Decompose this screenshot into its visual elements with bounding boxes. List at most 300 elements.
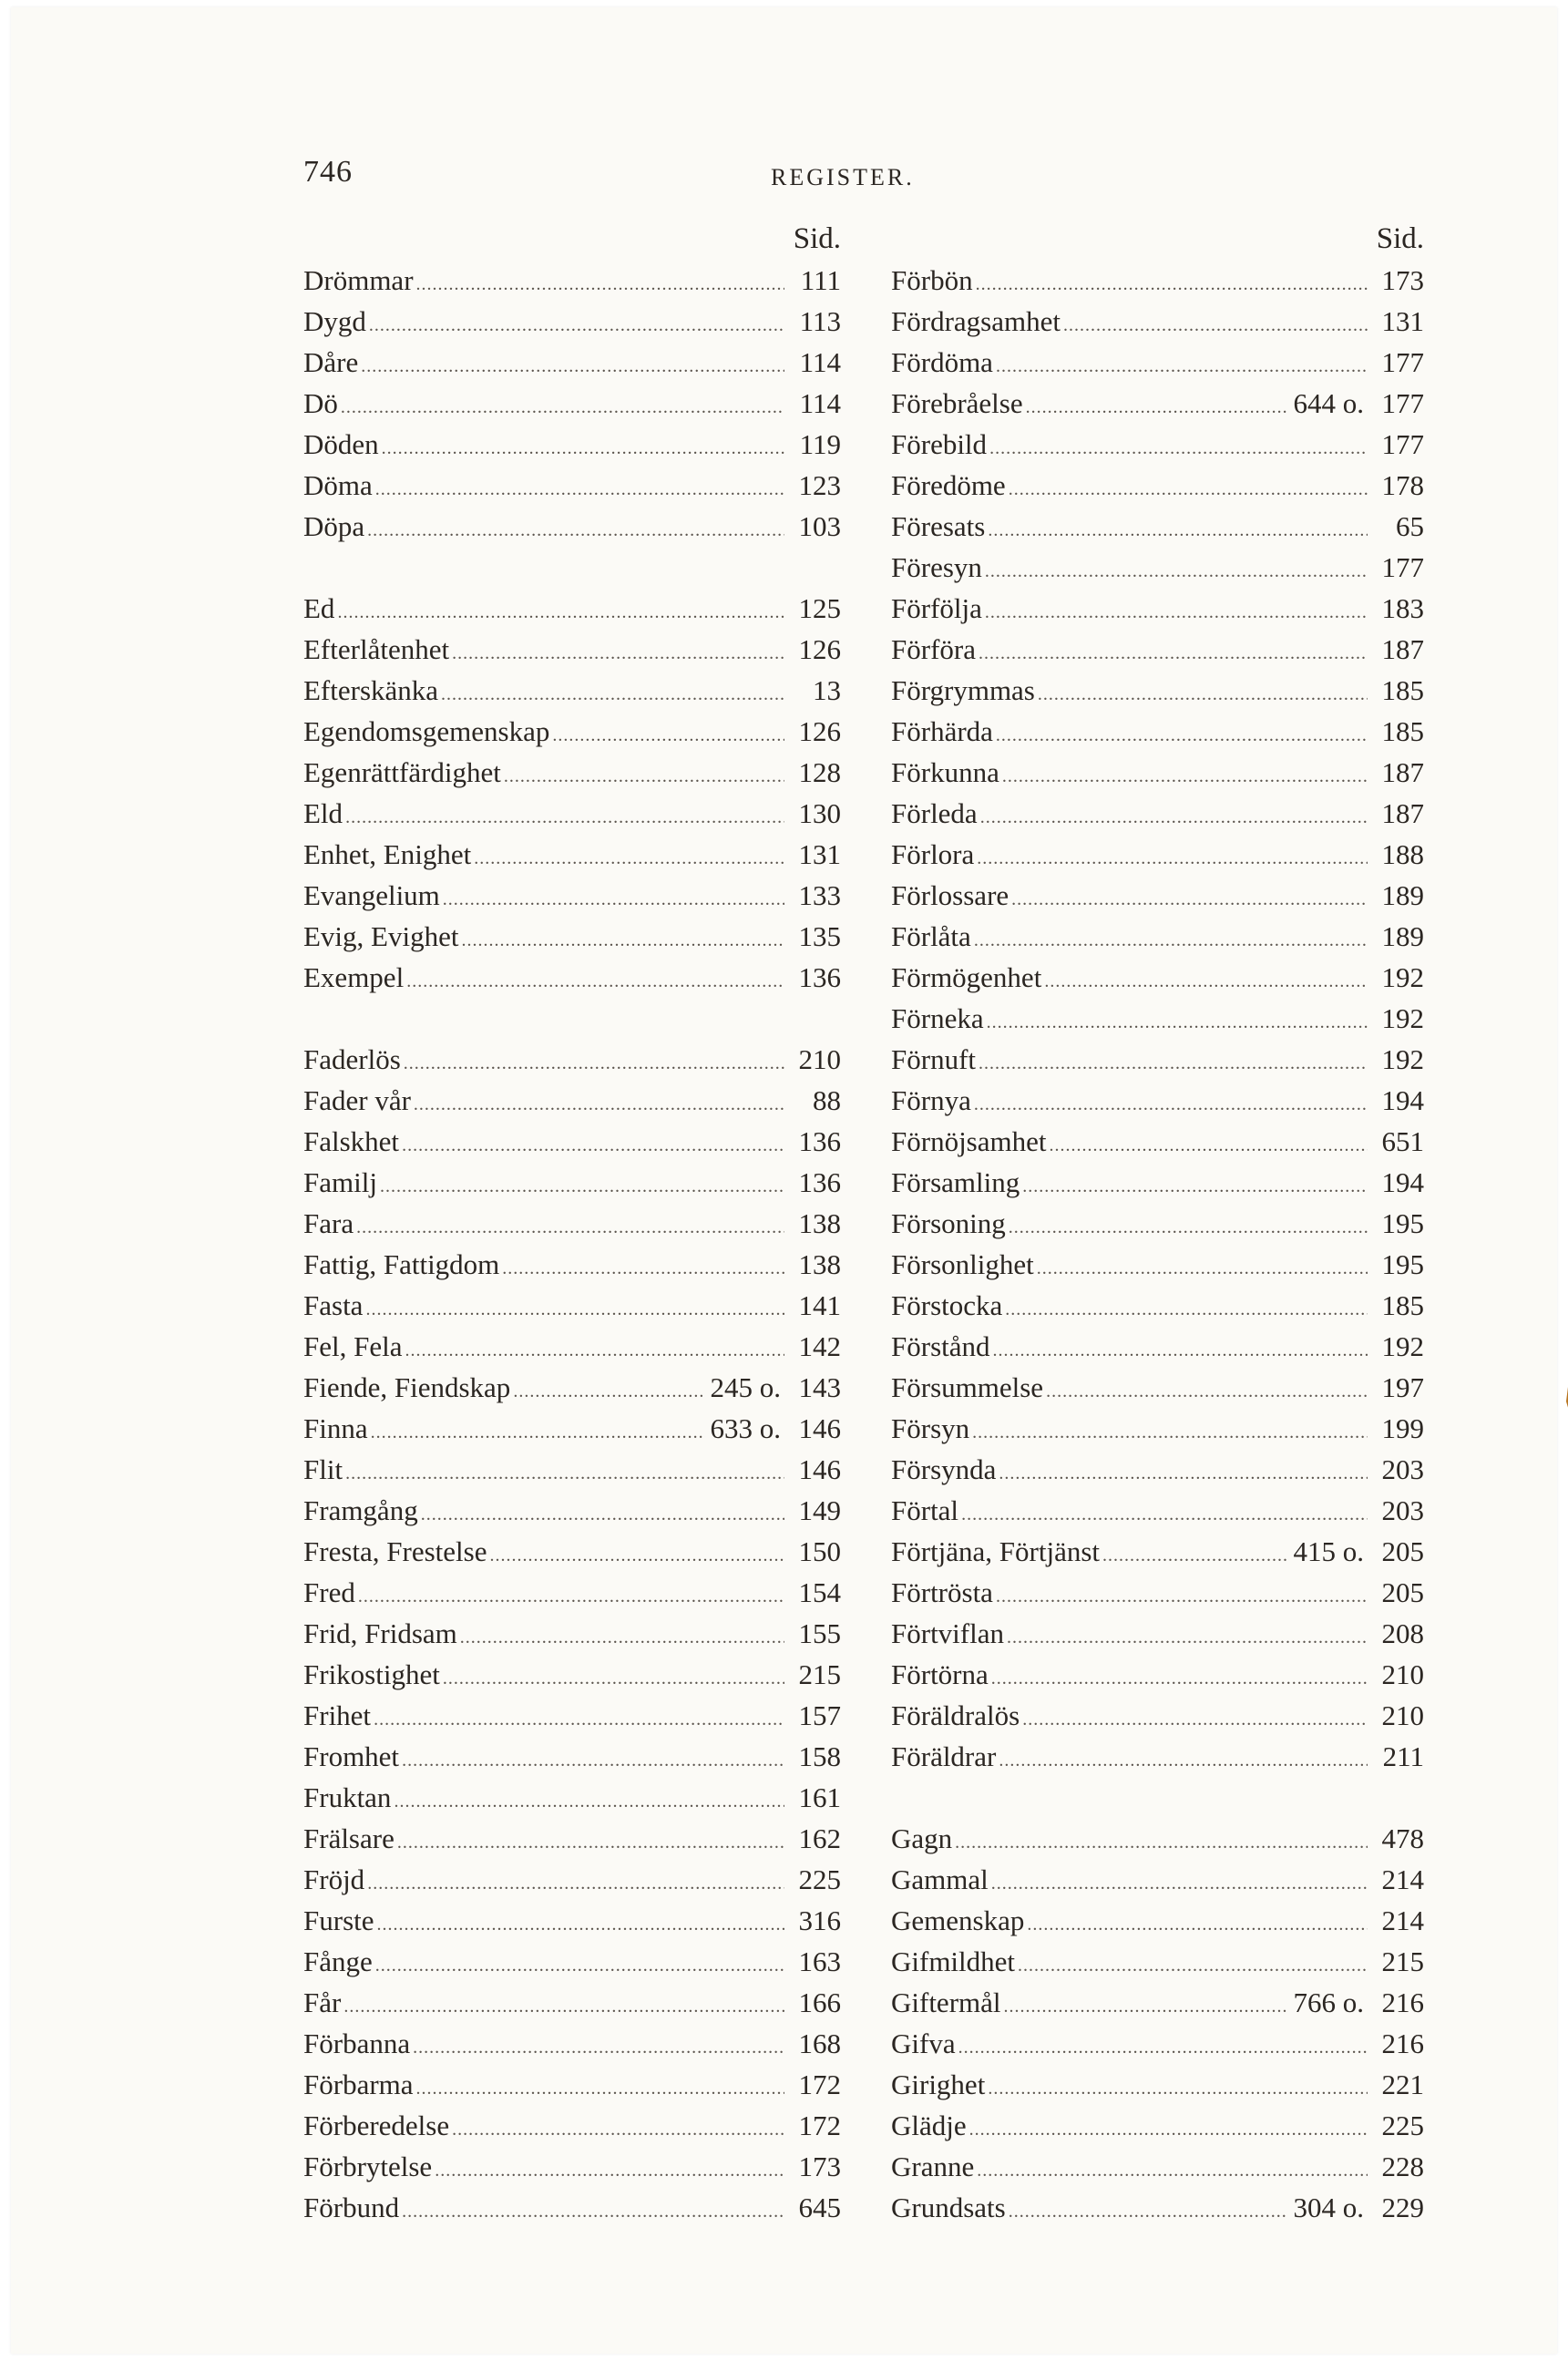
index-entry — [303, 588, 841, 629]
index-term: Fruktan — [303, 1781, 392, 1813]
index-term: Fånge — [303, 1945, 373, 1977]
dot-leader — [414, 1084, 784, 1125]
index-term: Döden — [303, 428, 379, 460]
index-term: Fröjd — [303, 1863, 365, 1895]
index-term: Förbrytelse — [303, 2151, 433, 2182]
page-reference: 192 — [1381, 1330, 1424, 1362]
page-reference: 155 — [798, 1617, 841, 1649]
page-reference: 205 — [1381, 1535, 1424, 1567]
dot-leader — [1009, 2192, 1288, 2233]
dot-leader — [987, 1002, 1368, 1043]
dot-leader — [977, 838, 1368, 879]
dot-leader — [1044, 961, 1368, 1002]
index-entry — [303, 1736, 841, 1777]
index-term: Glädje — [891, 2110, 967, 2141]
index-entry — [303, 506, 841, 547]
index-term: Fred — [303, 1576, 355, 1608]
index-term: Evangelium — [303, 879, 440, 911]
index-term: Giftermål — [891, 1986, 1001, 2018]
page-reference: 225 — [798, 1863, 841, 1895]
index-term: Förtörna — [891, 1658, 989, 1690]
index-entry — [891, 1326, 1424, 1367]
page-reference: 166 — [798, 1986, 841, 2018]
group-separator — [303, 547, 841, 588]
page-reference: 150 — [798, 1535, 841, 1567]
index-term: Faderlös — [303, 1043, 401, 1075]
page-reference: 316 — [798, 1904, 841, 1936]
index-term: Förlåta — [891, 920, 971, 952]
index-term: Förkunna — [891, 756, 999, 788]
additional-page-ref: 304 o. — [1293, 2192, 1364, 2223]
index-entry — [891, 1367, 1424, 1408]
page-reference: 210 — [1381, 1699, 1424, 1731]
page-reference: 136 — [798, 1166, 841, 1198]
dot-leader — [502, 1248, 784, 1289]
dot-leader — [961, 1494, 1368, 1535]
dot-leader — [1063, 305, 1368, 346]
index-term: Förstocka — [891, 1289, 1003, 1321]
dot-leader — [416, 264, 784, 305]
index-entry — [891, 670, 1424, 711]
page-reference: 177 — [1381, 428, 1424, 460]
index-term: Evig, Evighet — [303, 920, 459, 952]
index-entry — [891, 2023, 1424, 2064]
dot-leader — [345, 797, 784, 838]
page-reference: 130 — [798, 797, 841, 829]
index-entry — [303, 1613, 841, 1654]
page-reference: 114 — [799, 387, 841, 419]
page-reference: 149 — [798, 1494, 841, 1526]
index-term: Föredöme — [891, 469, 1006, 501]
dot-leader — [996, 1576, 1368, 1617]
index-term: Förbarma — [303, 2068, 414, 2100]
dot-leader — [402, 1740, 784, 1781]
index-term: Föräldrar — [891, 1740, 997, 1772]
index-entry — [303, 916, 841, 957]
page-reference: 119 — [799, 428, 841, 460]
index-entry — [303, 1121, 841, 1162]
index-term: Försoning — [891, 1207, 1006, 1239]
index-entry — [303, 1777, 841, 1818]
index-term: Förnya — [891, 1084, 971, 1116]
dot-leader — [979, 633, 1368, 674]
running-title: REGISTER. — [771, 164, 915, 190]
page-reference: 194 — [1381, 1166, 1424, 1198]
dot-leader — [1022, 1699, 1368, 1740]
page-reference: 210 — [1381, 1658, 1424, 1690]
page-reference: 187 — [1381, 797, 1424, 829]
index-entry — [303, 1654, 841, 1695]
index-entry — [303, 1490, 841, 1531]
page-reference: 208 — [1381, 1617, 1424, 1649]
page-reference: 146 — [798, 1412, 841, 1444]
page-reference: 172 — [798, 2110, 841, 2141]
index-term: Förtviflan — [891, 1617, 1004, 1649]
page-reference: 221 — [1381, 2068, 1424, 2100]
page-reference: 126 — [798, 715, 841, 747]
dot-leader — [999, 1453, 1368, 1494]
index-entry — [891, 1818, 1424, 1859]
index-term: Girighet — [891, 2068, 986, 2100]
index-entry — [891, 793, 1424, 834]
dot-leader — [513, 1371, 704, 1412]
index-entry — [303, 1408, 841, 1449]
dot-leader — [996, 715, 1368, 756]
index-entry — [891, 506, 1424, 547]
dot-leader — [1022, 1166, 1368, 1207]
index-term: Förnuft — [891, 1043, 976, 1075]
dot-leader — [377, 1904, 785, 1945]
index-term: Frihet — [303, 1699, 372, 1731]
page-reference: 161 — [798, 1781, 841, 1813]
index-entry — [303, 2187, 841, 2228]
dot-leader — [405, 1330, 785, 1371]
page-reference: 188 — [1381, 838, 1424, 870]
index-entry — [891, 711, 1424, 752]
index-term: Efterlåtenhet — [303, 633, 450, 665]
index-term: Förföra — [891, 633, 976, 665]
page-reference: 225 — [1381, 2110, 1424, 2141]
dot-leader — [974, 920, 1368, 961]
index-entry — [303, 1326, 841, 1367]
index-term: Falskhet — [303, 1125, 400, 1157]
dot-leader — [958, 2027, 1368, 2068]
index-term: Förtjäna, Förtjänst — [891, 1535, 1101, 1567]
index-term: Förnöjsamhet — [891, 1125, 1047, 1157]
dot-leader — [976, 264, 1368, 305]
dot-leader — [375, 1945, 784, 1986]
dot-leader — [1009, 1207, 1368, 1248]
dot-leader — [1026, 387, 1288, 428]
page-reference: 114 — [799, 346, 841, 378]
dot-leader — [1037, 1248, 1368, 1289]
index-term: Exempel — [303, 961, 405, 993]
index-term: Förebild — [891, 428, 988, 460]
index-term: Frikostighet — [303, 1658, 440, 1690]
index-entry — [303, 2064, 841, 2105]
index-entry — [891, 547, 1424, 588]
index-entry — [891, 752, 1424, 793]
page-reference: 185 — [1381, 674, 1424, 706]
page-number: 746 — [303, 155, 353, 189]
dot-leader — [443, 879, 784, 920]
index-term: Föräldralös — [891, 1699, 1020, 1731]
index-entry — [303, 1982, 841, 2023]
dot-leader — [1004, 1986, 1288, 2027]
index-term: Familj — [303, 1166, 377, 1198]
page-reference: 216 — [1381, 1986, 1424, 2018]
index-entry — [891, 1408, 1424, 1449]
index-term: Försummelse — [891, 1371, 1044, 1403]
index-term: Föresyn — [891, 551, 982, 583]
index-entry — [303, 383, 841, 424]
dot-leader — [406, 961, 784, 1002]
index-entry — [891, 1859, 1424, 1900]
dot-leader — [985, 592, 1368, 633]
page-reference: 103 — [798, 510, 841, 542]
index-entry — [303, 1285, 841, 1326]
index-entry — [891, 875, 1424, 916]
index-term: Dygd — [303, 305, 366, 337]
index-column-left — [303, 219, 841, 2228]
dot-leader — [369, 305, 784, 346]
page-reference: 205 — [1381, 1576, 1424, 1608]
page-reference: 125 — [798, 592, 841, 624]
index-term: Förneka — [891, 1002, 984, 1034]
index-term: Församling — [891, 1166, 1020, 1198]
index-entry — [891, 998, 1424, 1039]
index-entry — [303, 1162, 841, 1203]
dot-leader — [367, 510, 784, 551]
index-entry — [303, 957, 841, 998]
page-reference: 178 — [1381, 469, 1424, 501]
index-entry — [303, 834, 841, 875]
index-term: Förtrösta — [891, 1576, 993, 1608]
page-reference: 228 — [1381, 2151, 1424, 2182]
dot-leader — [343, 1986, 784, 2027]
page-reference: 141 — [798, 1289, 841, 1321]
page-reference: 111 — [800, 264, 841, 296]
page-reference: 187 — [1381, 756, 1424, 788]
dot-leader — [402, 1125, 784, 1166]
dot-leader — [404, 1043, 784, 1084]
index-entry — [891, 629, 1424, 670]
index-term: Eld — [303, 797, 343, 829]
index-entry — [303, 260, 841, 301]
index-term: Förmögenhet — [891, 961, 1042, 993]
index-term: Dö — [303, 387, 338, 419]
index-entry — [891, 1900, 1424, 1941]
index-entry — [891, 260, 1424, 301]
page-reference: 199 — [1381, 1412, 1424, 1444]
index-term: Förlossare — [891, 879, 1009, 911]
page-reference: 185 — [1381, 1289, 1424, 1321]
index-entry — [891, 957, 1424, 998]
page-reference: 192 — [1381, 1002, 1424, 1034]
page-reference: 195 — [1381, 1207, 1424, 1239]
page-reference: 163 — [798, 1945, 841, 1977]
dot-leader — [991, 1658, 1368, 1699]
page-reference: 478 — [1381, 1822, 1424, 1854]
page-reference: 158 — [798, 1740, 841, 1772]
page-reference: 128 — [798, 756, 841, 788]
page-reference: 157 — [798, 1699, 841, 1731]
dot-leader — [1011, 879, 1368, 920]
index-term: Förstånd — [891, 1330, 990, 1362]
index-term: Fördragsamhet — [891, 305, 1061, 337]
index-term: Fel, Fela — [303, 1330, 403, 1362]
index-entry — [303, 1080, 841, 1121]
dot-leader — [337, 592, 784, 633]
index-entry — [891, 1244, 1424, 1285]
index-entry — [303, 1367, 841, 1408]
index-entry — [891, 834, 1424, 875]
page-reference: 136 — [798, 1125, 841, 1157]
index-column-right — [891, 219, 1424, 2228]
dot-leader — [991, 1863, 1368, 1904]
index-term: Förebråelse — [891, 387, 1023, 419]
page-reference: 65 — [1396, 510, 1424, 542]
index-term: Försyn — [891, 1412, 970, 1444]
index-term: Efterskänka — [303, 674, 439, 706]
page-reference: 173 — [798, 2151, 841, 2182]
index-term: Egenrättfärdighet — [303, 756, 501, 788]
dot-leader — [985, 551, 1368, 592]
index-entry — [303, 875, 841, 916]
page-reference: 143 — [798, 1371, 841, 1403]
dot-leader — [1046, 1371, 1368, 1412]
index-entry — [891, 1941, 1424, 1982]
index-term: Drömmar — [303, 264, 414, 296]
index-term: Dåre — [303, 346, 359, 378]
index-term: Fromhet — [303, 1740, 400, 1772]
group-separator — [303, 998, 841, 1039]
dot-leader — [977, 2151, 1368, 2192]
dot-leader — [988, 2068, 1368, 2110]
index-term: Framgång — [303, 1494, 418, 1526]
page-reference: 215 — [798, 1658, 841, 1690]
page-reference: 183 — [1381, 592, 1424, 624]
additional-page-ref: 245 o. — [710, 1371, 781, 1403]
dot-leader — [375, 469, 784, 510]
dot-leader — [1009, 469, 1368, 510]
additional-page-ref: 766 o. — [1293, 1986, 1364, 2018]
index-term: Förgrymmas — [891, 674, 1035, 706]
index-entry — [891, 2105, 1424, 2146]
index-term: Grundsats — [891, 2192, 1006, 2223]
additional-page-ref: 415 o. — [1293, 1535, 1364, 1567]
index-term: Döpa — [303, 510, 365, 542]
page-reference: 168 — [798, 2027, 841, 2059]
page-reference: 136 — [798, 961, 841, 993]
dot-leader — [421, 1494, 784, 1535]
page-reference: 177 — [1381, 387, 1424, 419]
dot-leader — [999, 1740, 1368, 1781]
index-term: Finna — [303, 1412, 368, 1444]
index-entry — [891, 1080, 1424, 1121]
index-entry — [891, 1285, 1424, 1326]
index-term: Förleda — [891, 797, 978, 829]
index-term: Förhärda — [891, 715, 993, 747]
index-entry — [303, 2105, 841, 2146]
dot-leader — [371, 1412, 705, 1453]
dot-leader — [1005, 1289, 1368, 1330]
index-term: Förbön — [891, 264, 973, 296]
page-reference: 146 — [798, 1453, 841, 1485]
page-reference: 229 — [1381, 2192, 1424, 2223]
dot-leader — [1002, 756, 1368, 797]
page-reference: 194 — [1381, 1084, 1424, 1116]
dot-leader — [1102, 1535, 1287, 1576]
page-reference: 177 — [1381, 346, 1424, 378]
page-reference: 126 — [798, 633, 841, 665]
dot-leader — [345, 1453, 784, 1494]
index-entry — [303, 1203, 841, 1244]
index-term: Fara — [303, 1207, 354, 1239]
page-reference: 187 — [1381, 633, 1424, 665]
index-entry — [303, 342, 841, 383]
margin-ink-mark — [1564, 1385, 1568, 1412]
dot-leader — [361, 346, 784, 387]
dot-leader — [969, 2110, 1368, 2151]
column-heading: Sid. — [793, 222, 841, 255]
index-term: Försonlighet — [891, 1248, 1034, 1280]
dot-leader — [413, 2027, 784, 2068]
page-reference: 216 — [1381, 2027, 1424, 2059]
page-reference: 189 — [1381, 879, 1424, 911]
index-entry — [891, 588, 1424, 629]
index-term: Fasta — [303, 1289, 364, 1321]
dot-leader — [1007, 1617, 1368, 1658]
page-reference: 210 — [798, 1043, 841, 1075]
dot-leader — [1038, 674, 1368, 715]
dot-leader — [452, 633, 784, 674]
index-term: Förberedelse — [303, 2110, 450, 2141]
page-reference: 651 — [1381, 1125, 1424, 1157]
index-entry — [303, 301, 841, 342]
additional-page-ref: 633 o. — [710, 1412, 781, 1444]
index-entry — [303, 752, 841, 793]
index-entry — [891, 383, 1424, 424]
dot-leader — [397, 1822, 784, 1863]
page-reference: 123 — [798, 469, 841, 501]
dot-leader — [1050, 1125, 1368, 1166]
index-entry — [891, 1490, 1424, 1531]
index-entry — [891, 1121, 1424, 1162]
index-entry — [303, 1572, 841, 1613]
page-reference: 13 — [813, 674, 841, 706]
index-entry — [891, 2064, 1424, 2105]
dot-leader — [996, 346, 1368, 387]
index-entry — [891, 424, 1424, 465]
index-term: Fader vår — [303, 1084, 411, 1116]
page-reference: 131 — [798, 838, 841, 870]
index-entry — [303, 424, 841, 465]
index-term: Får — [303, 1986, 342, 2018]
dot-leader — [435, 2151, 784, 2192]
page-reference: 195 — [1381, 1248, 1424, 1280]
page-reference: 138 — [798, 1207, 841, 1239]
index-term: Förfölja — [891, 592, 982, 624]
page-reference: 88 — [813, 1084, 841, 1116]
page-reference: 162 — [798, 1822, 841, 1854]
index-entry — [303, 1900, 841, 1941]
index-entry — [891, 916, 1424, 957]
dot-leader — [365, 1289, 784, 1330]
dot-leader — [416, 2068, 784, 2110]
dot-leader — [443, 1658, 784, 1699]
page-reference: 133 — [798, 879, 841, 911]
dot-leader — [1027, 1904, 1368, 1945]
index-entry — [891, 1613, 1424, 1654]
index-term: Försynda — [891, 1453, 997, 1485]
index-entry — [891, 2146, 1424, 2187]
index-term: Fresta, Frestelse — [303, 1535, 487, 1567]
page-reference: 172 — [798, 2068, 841, 2100]
index-entry — [303, 1244, 841, 1285]
index-entry — [303, 2023, 841, 2064]
dot-leader — [955, 1822, 1368, 1863]
dot-leader — [402, 2192, 784, 2233]
index-entry — [303, 1039, 841, 1080]
index-term: Föresats — [891, 510, 986, 542]
index-term: Egendomsgemenskap — [303, 715, 550, 747]
dot-leader — [980, 797, 1368, 838]
index-entry — [891, 465, 1424, 506]
dot-leader — [489, 1535, 784, 1576]
index-entry — [891, 1982, 1424, 2023]
dot-leader — [979, 1043, 1368, 1084]
